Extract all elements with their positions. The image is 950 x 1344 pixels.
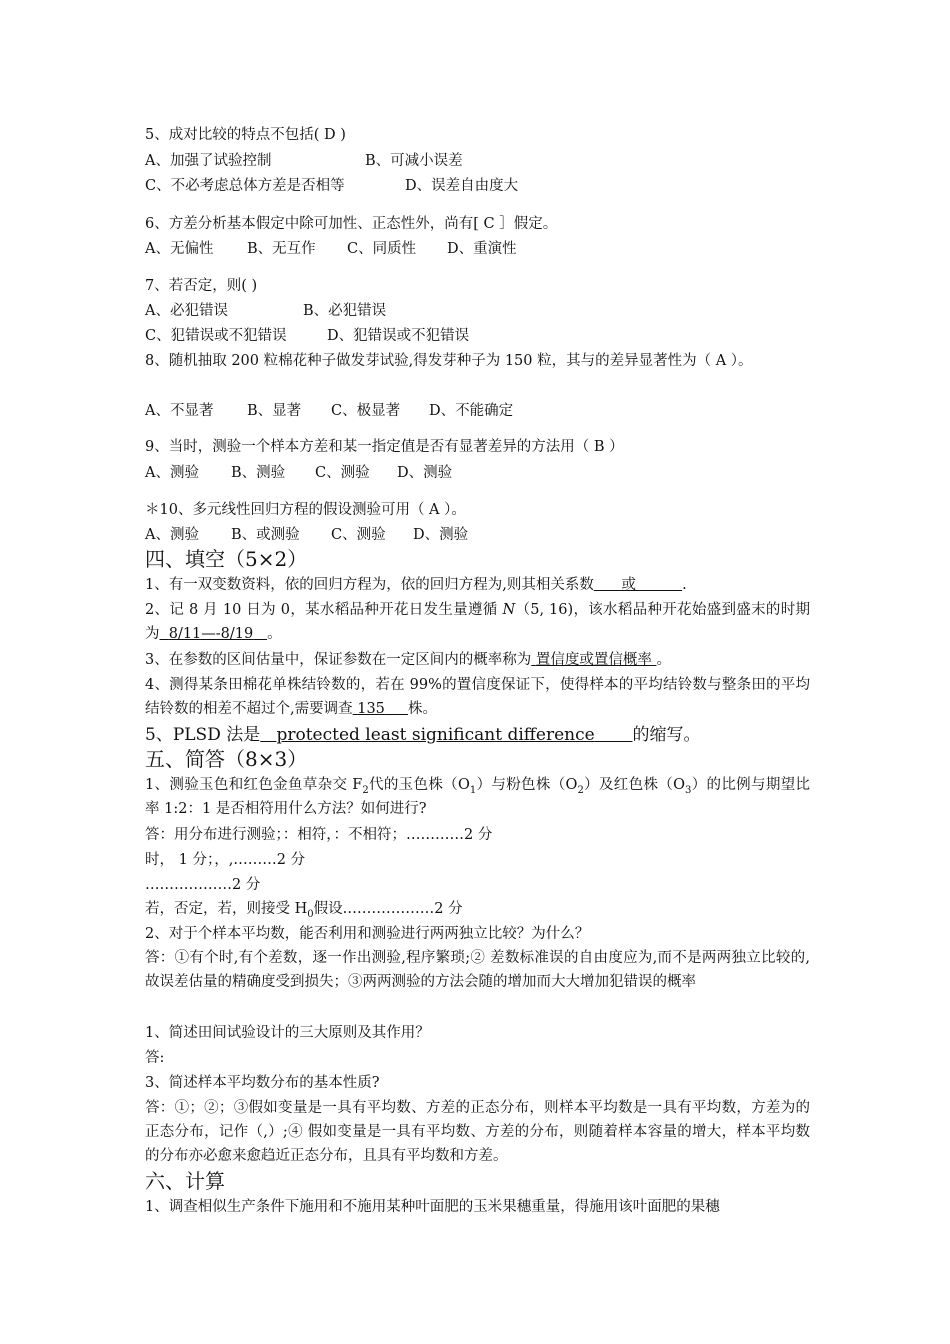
option-d: D、测验 bbox=[413, 527, 469, 543]
answer-text: 若，否定，若，则接受 H bbox=[145, 901, 308, 917]
fill-item-2 bbox=[145, 598, 810, 646]
option-a: A、测验 bbox=[145, 465, 199, 481]
question-10-options bbox=[145, 526, 810, 544]
option-b: B、或测验 bbox=[231, 527, 300, 543]
fill-item-text: 3、在参数的区间估量中，保证参数在一定区间内的概率称为 bbox=[145, 652, 532, 668]
answer-1-line-2: 时， 1 分；，,………2 分 bbox=[145, 852, 306, 868]
question-9-options bbox=[145, 464, 810, 482]
section-heading-short-answer: 五、简答（8×3） bbox=[145, 747, 308, 771]
fill-answer: 置信度或置信概率 bbox=[535, 652, 652, 668]
question-5-options-row-2 bbox=[145, 177, 810, 195]
question-7-options-row-1 bbox=[145, 302, 810, 320]
option-b: B、可减小误差 bbox=[365, 153, 463, 169]
option-d: D、重演性 bbox=[447, 241, 517, 257]
fill-item-text: （5, 16)，该水稻品种开花始盛到盛末的时期为 bbox=[145, 602, 810, 642]
fill-item-5 bbox=[145, 724, 810, 746]
option-a: A、必犯错误 bbox=[145, 303, 228, 319]
option-c: C、测验 bbox=[331, 527, 386, 543]
option-a: A、不显著 bbox=[145, 403, 214, 419]
question-text: ）及红色株（O bbox=[583, 777, 685, 793]
option-c: C、同质性 bbox=[347, 241, 417, 257]
option-b: B、显著 bbox=[247, 403, 302, 419]
fill-item-4 bbox=[145, 673, 810, 721]
answer-1-line-3: ………………2 分 bbox=[145, 877, 261, 893]
fill-item-text: 2、记 8 月 10 日为 0，某水稻品种开花日发生量遵循 bbox=[145, 602, 503, 618]
option-b: B、必犯错误 bbox=[303, 303, 387, 319]
short-question-4: 3、简述样本平均数分布的基本性质? bbox=[145, 1075, 380, 1091]
option-a: A、无偏性 bbox=[145, 241, 214, 257]
question-8-stem: 8、随机抽取 200 粒棉花种子做发芽试验,得发芽种子为 150 粒，其与的差异显著性为（ A ）。 bbox=[145, 353, 753, 369]
short-question-2: 2、对于个样本平均数，能否利用和测验进行两两独立比较？为什么？ bbox=[145, 926, 590, 942]
option-a: A、加强了试验控制 bbox=[145, 153, 272, 169]
answer-2: 答：①有个时,有个差数，逐一作出测验,程序繁琐;② 差数标准误的自由度应为,而不是两两独立比较的,故误差估量的精确度受到损失；③两两测验的方法会随的增加而大大增加犯错误的概率 bbox=[145, 950, 810, 990]
question-6-options bbox=[145, 240, 810, 258]
fill-item-3 bbox=[145, 651, 810, 669]
subscript: 0 bbox=[307, 908, 314, 920]
question-text: ）与粉色株（O bbox=[476, 777, 578, 793]
question-7-stem: 7、若否定，则( ) bbox=[145, 278, 258, 294]
question-10-stem: ＊10、多元线性回归方程的假设测验可用（ A ）。 bbox=[145, 502, 466, 518]
question-text: ）的比例与期望比率 1:2：1 是否相符用什么方法？如何进行? bbox=[145, 777, 810, 817]
subscript: 1 bbox=[469, 784, 477, 796]
question-9-stem: 9、当时，测验一个样本方差和某一指定值是否有显著差异的方法用（ B ） bbox=[145, 439, 624, 455]
option-c: C、犯错误或不犯错误 bbox=[145, 328, 287, 344]
question-6-stem: 6、方差分析基本假定中除可加性、正态性外，尚有[ C ］假定。 bbox=[145, 216, 558, 232]
fill-item-text: 4、测得某条田棉花单株结铃数的，若在 99%的置信度保证下，使得样本的平均结铃数与整条田的平均结铃数的相差不超过个,需要调查 bbox=[145, 677, 810, 717]
fill-answer: 8/11—-8/19 bbox=[168, 626, 254, 642]
fill-item-end: 株。 bbox=[407, 701, 437, 717]
option-b: B、测验 bbox=[231, 465, 286, 481]
question-5-stem: 5、成对比较的特点不包括( D ) bbox=[145, 127, 346, 143]
option-c: C、测验 bbox=[315, 465, 370, 481]
subscript: 2 bbox=[362, 784, 369, 796]
option-d: D、误差自由度大 bbox=[405, 178, 519, 194]
question-5-options-row-1 bbox=[145, 152, 810, 170]
short-question-1 bbox=[145, 773, 810, 821]
fill-item-end: . bbox=[682, 577, 687, 593]
normal-distribution-symbol: N bbox=[502, 602, 516, 618]
fill-item-end: 的缩写。 bbox=[632, 725, 701, 745]
fill-answer: 或 bbox=[621, 577, 636, 593]
option-d: D、测验 bbox=[397, 465, 453, 481]
fill-item-1 bbox=[145, 576, 810, 594]
answer-1-line-4 bbox=[145, 900, 810, 918]
fill-answer: protected least significant difference bbox=[276, 725, 595, 745]
option-d: D、不能确定 bbox=[429, 403, 514, 419]
answer-1-line-1: 答：用分布进行测验；：相符，：不相符；…………2 分 bbox=[145, 827, 493, 843]
section-heading-fill-blank: 四、填空（5×2） bbox=[145, 547, 308, 571]
fill-item-end: 。 bbox=[656, 652, 671, 668]
short-question-3: 1、简述田间试验设计的三大原则及其作用？ bbox=[145, 1025, 430, 1041]
calc-question-1: 1、调查相似生产条件下施用和不施用某种叶面肥的玉米果穗重量，得施用该叶面肥的果穗 bbox=[145, 1199, 720, 1215]
question-text: 1、测验玉色和红色金鱼草杂交 F bbox=[145, 777, 363, 793]
question-7-options-row-2 bbox=[145, 327, 810, 345]
fill-item-end: 。 bbox=[267, 626, 282, 642]
option-d: D、犯错误或不犯错误 bbox=[327, 328, 470, 344]
subscript: 3 bbox=[685, 784, 692, 796]
subscript: 2 bbox=[577, 784, 584, 796]
question-8-options bbox=[145, 402, 810, 420]
answer-3: 答: bbox=[145, 1050, 165, 1066]
answer-4: 答：①；②；③假如变量是一具有平均数、方差的正态分布，则样本平均数是一具有平均数，方差为的正态分布，记作（,）;④ 假如变量是一具有平均数、方差的分布，则随着样本容量的增大，样本平均数的分布亦必愈来愈趋近正态分布，且具有平均数和方差。 bbox=[145, 1100, 810, 1164]
section-heading-calculation: 六、计算 bbox=[145, 1169, 225, 1193]
fill-item-text: 5、PLSD 法是 bbox=[145, 725, 261, 745]
fill-answer: 135 bbox=[357, 701, 385, 717]
question-text: 代的玉色株（O bbox=[368, 777, 470, 793]
answer-text: 假设.………………2 分 bbox=[313, 901, 463, 917]
option-b: B、无互作 bbox=[247, 241, 316, 257]
option-a: A、测验 bbox=[145, 527, 199, 543]
option-c: C、不必考虑总体方差是否相等 bbox=[145, 178, 345, 194]
option-c: C、极显著 bbox=[331, 403, 401, 419]
fill-item-text: 1、有一双变数资料，依的回归方程为，依的回归方程为,则其相关系数 bbox=[145, 577, 594, 593]
